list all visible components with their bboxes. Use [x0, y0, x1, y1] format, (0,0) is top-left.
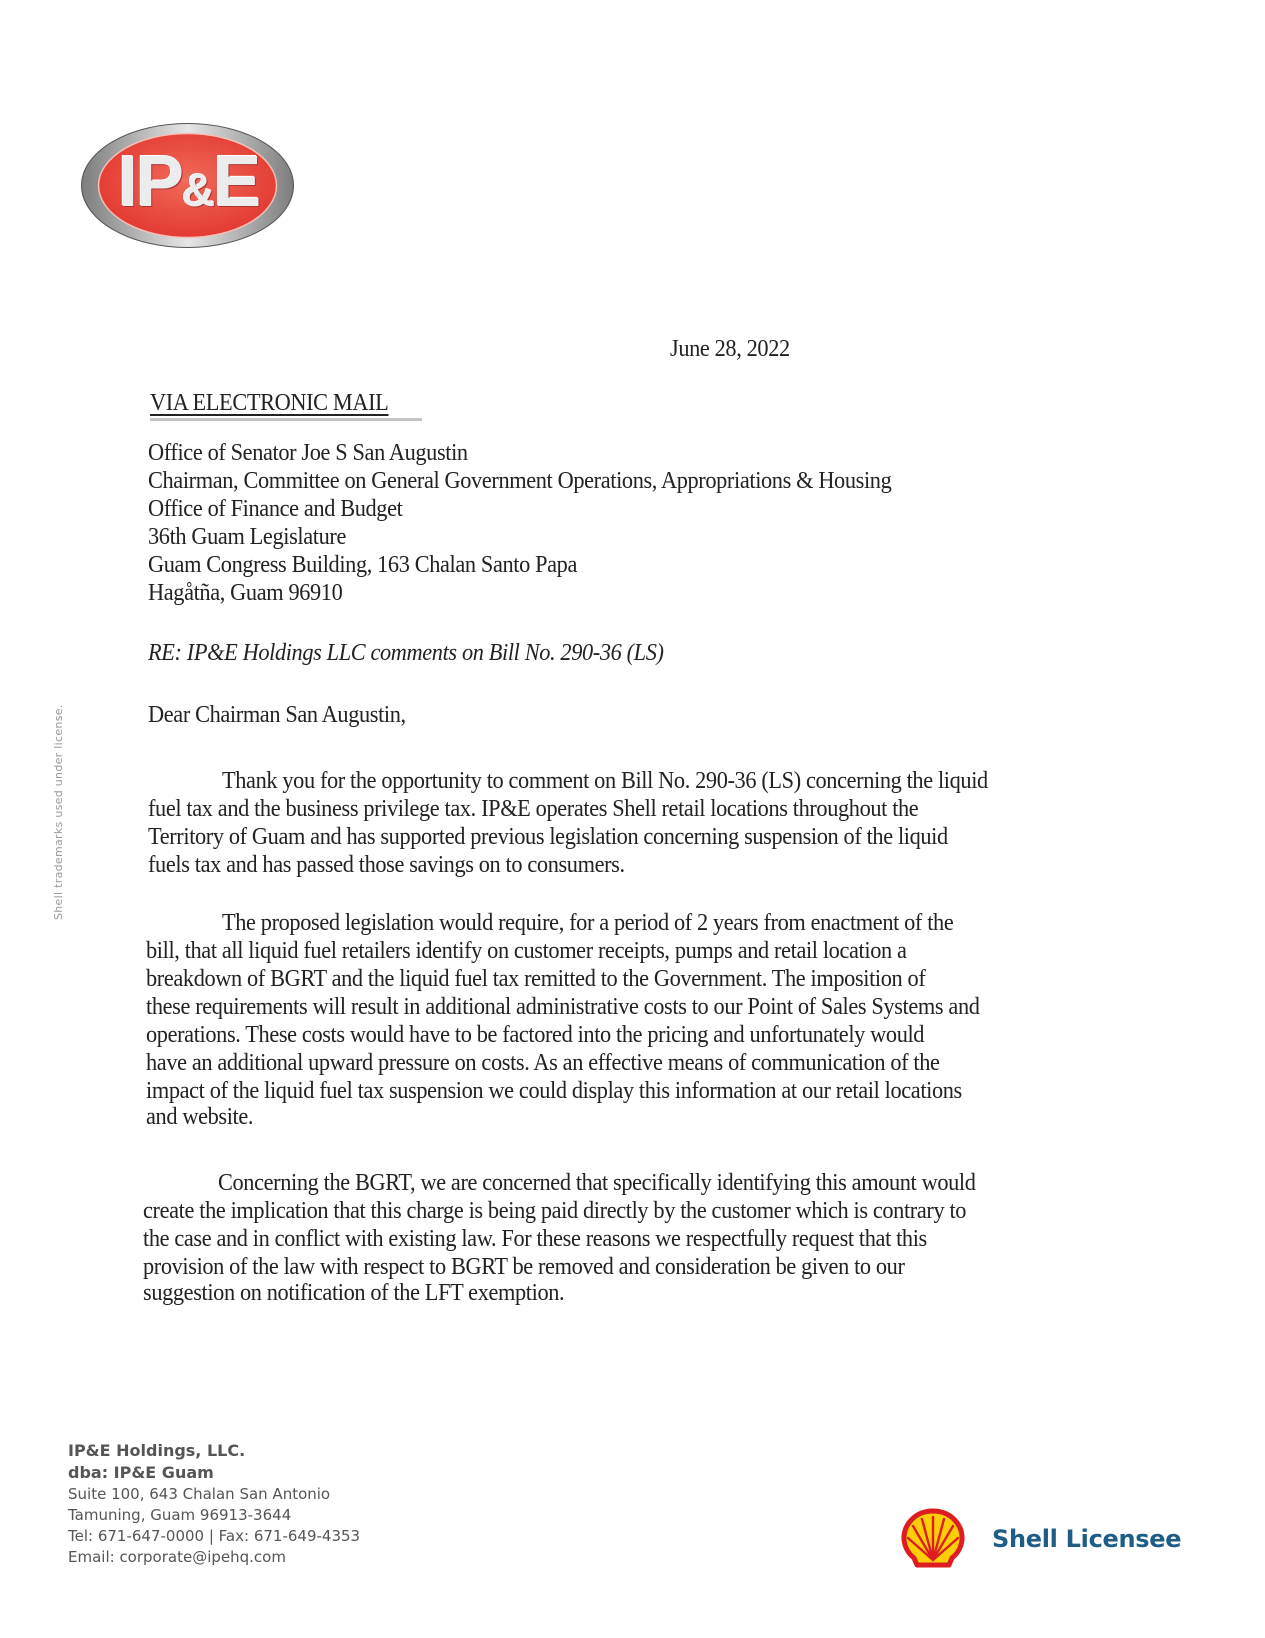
footer-company-block — [68, 1440, 360, 1568]
footer-address1: Suite 100, 643 Chalan San Antonio — [68, 1485, 331, 1503]
logo-text-e: E — [213, 142, 260, 222]
paragraph-line: impact of the liquid fuel tax suspension we could display this information at our retail locations — [146, 1078, 962, 1104]
letter-date: June 28, 2022 — [670, 336, 790, 362]
recipient-line: Office of Senator Joe S San Augustin — [148, 440, 468, 466]
recipient-line: Hagåtña, Guam 96910 — [148, 580, 343, 606]
ipe-logo — [80, 122, 295, 249]
paragraph-line: fuel tax and the business privilege tax. IP&E operates Shell retail locations throughout the — [148, 796, 919, 822]
paragraph-line: breakdown of BGRT and the liquid fuel tax remitted to the Government. The imposition of — [146, 966, 926, 992]
paragraph-line: these requirements will result in additional administrative costs to our Point of Sales Systems and — [146, 994, 980, 1020]
paragraph-line: Territory of Guam and has supported previous legislation concerning suspension of the liquid — [148, 824, 948, 850]
footer-company: IP&E Holdings, LLC. — [68, 1441, 246, 1460]
paragraph-line: Concerning the BGRT, we are concerned that specifically identifying this amount would — [218, 1170, 976, 1196]
salutation: Dear Chairman San Augustin, — [148, 702, 406, 728]
recipient-line: Office of Finance and Budget — [148, 496, 403, 522]
logo-text-ip: IP — [118, 142, 183, 222]
paragraph-line: have an additional upward pressure on costs. As an effective means of communication of the — [146, 1050, 940, 1076]
delivery-method: VIA ELECTRONIC MAIL — [150, 390, 389, 416]
paragraph-line: create the implication that this charge is being paid directly by the customer which is contrary to — [143, 1198, 967, 1224]
shell-licensee-label: Shell Licensee — [992, 1525, 1182, 1553]
footer-email: Email: corporate@ipehq.com — [68, 1548, 286, 1566]
logo-text-amp: & — [182, 164, 214, 216]
paragraph-line: Thank you for the opportunity to comment on Bill No. 290-36 (LS) concerning the liquid — [222, 768, 988, 794]
subject-line: RE: IP&E Holdings LLC comments on Bill No. 290-36 (LS) — [148, 640, 664, 666]
footer-dba: dba: IP&E Guam — [68, 1463, 214, 1482]
paragraph-line: The proposed legislation would require, for a period of 2 years from enactment of the — [222, 910, 954, 936]
paragraph-line: bill, that all liquid fuel retailers identify on customer receipts, pumps and retail location a — [146, 938, 907, 964]
paragraph-line: provision of the law with respect to BGRT be removed and consideration be given to our — [143, 1254, 905, 1280]
shell-licensee-badge — [900, 1508, 1200, 1578]
recipient-line: Chairman, Committee on General Government Operations, Appropriations & Housing — [148, 468, 892, 494]
trademark-side-note: Shell trademarks used under license. — [52, 704, 65, 920]
paragraph-line: suggestion on notification of the LFT exemption. — [143, 1280, 565, 1306]
paragraph-line: fuels tax and has passed those savings on to consumers. — [148, 852, 625, 878]
footer-phones: Tel: 671-647-0000 | Fax: 671-649-4353 — [68, 1527, 361, 1545]
delivery-underline-shadow — [150, 418, 422, 421]
recipient-line: Guam Congress Building, 163 Chalan Santo Papa — [148, 552, 578, 578]
logo-text — [118, 142, 259, 230]
paragraph-line: the case and in conflict with existing law. For these reasons we respectfully request that this — [143, 1226, 927, 1252]
shell-pecten-icon — [900, 1508, 966, 1570]
paragraph-line: operations. These costs would have to be factored into the pricing and unfortunately would — [146, 1022, 925, 1048]
footer-address2: Tamuning, Guam 96913-3644 — [68, 1506, 292, 1524]
recipient-line: 36th Guam Legislature — [148, 524, 346, 550]
paragraph-line: and website. — [146, 1104, 254, 1130]
